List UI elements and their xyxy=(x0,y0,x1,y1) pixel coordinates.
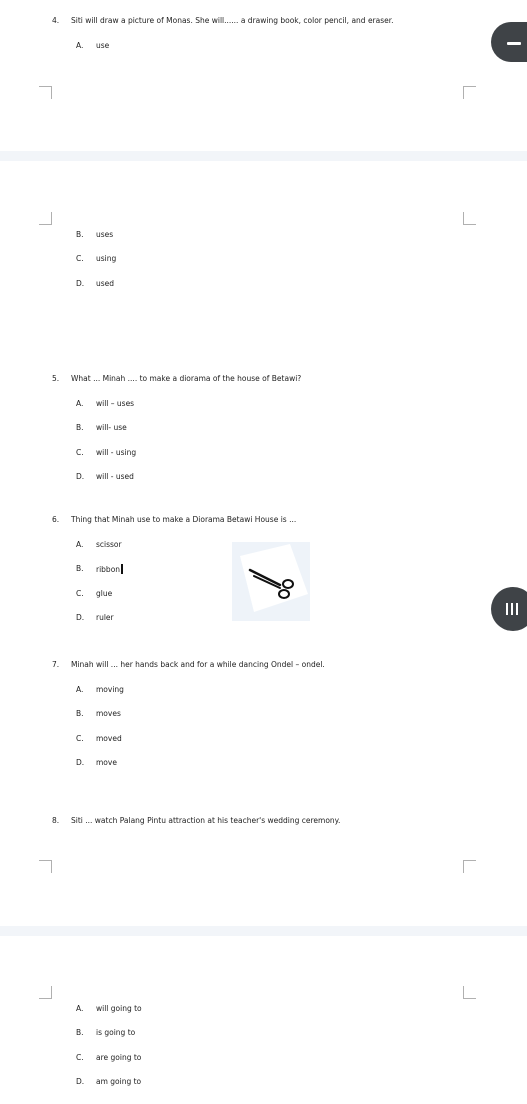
option-text: will- use xyxy=(96,423,127,432)
crop-mark xyxy=(463,212,476,225)
option-letter: D. xyxy=(76,758,85,767)
crop-mark xyxy=(463,86,476,99)
crop-mark xyxy=(39,986,52,999)
page-break xyxy=(0,926,527,936)
scissors-image[interactable] xyxy=(232,542,310,621)
option-letter: C. xyxy=(76,589,84,598)
option-letter: B. xyxy=(76,423,84,432)
option-text: ruler xyxy=(96,613,114,622)
option-text: used xyxy=(96,279,115,288)
text-cursor xyxy=(121,564,123,574)
option-text: will - used xyxy=(96,472,134,481)
crop-mark xyxy=(463,860,476,873)
crop-mark xyxy=(39,212,52,225)
option-text: are going to xyxy=(96,1053,142,1062)
option-letter: B. xyxy=(76,709,84,718)
question-6-text: Thing that Minah use to make a Diorama Betawi House is ... xyxy=(71,515,297,524)
crop-mark xyxy=(39,860,52,873)
option-text: will – uses xyxy=(96,399,135,408)
question-6-number: 6. xyxy=(52,515,60,524)
option-text: scissor xyxy=(96,540,122,549)
option-letter: C. xyxy=(76,734,84,743)
option-letter: B. xyxy=(76,230,84,239)
option-letter: C. xyxy=(76,1053,84,1062)
option-text: uses xyxy=(96,230,114,239)
option-letter: B. xyxy=(76,1028,84,1037)
option-text: glue xyxy=(96,589,113,598)
option-text: move xyxy=(96,758,117,767)
minus-icon xyxy=(507,42,521,45)
question-7-number: 7. xyxy=(52,660,60,669)
page-break xyxy=(0,151,527,161)
crop-mark xyxy=(39,86,52,99)
scissors-icon xyxy=(232,542,310,621)
option-text-editing[interactable] xyxy=(96,564,123,574)
option-letter: D. xyxy=(76,279,85,288)
option-text: moving xyxy=(96,685,124,694)
option-text: using xyxy=(96,254,117,263)
option-text: moved xyxy=(96,734,122,743)
question-5-text: What ... Minah .... to make a diorama of the house of Betawi? xyxy=(71,374,302,383)
question-8-text: Siti ... watch Palang Pintu attraction at his teacher's wedding ceremony. xyxy=(71,816,341,825)
option-text: use xyxy=(96,41,110,50)
option-letter: D. xyxy=(76,1077,85,1086)
option-letter: A. xyxy=(76,41,84,50)
collapse-toolbar-button[interactable] xyxy=(491,22,527,62)
option-text: will - using xyxy=(96,448,137,457)
option-text: ribbon xyxy=(96,565,121,574)
option-letter: A. xyxy=(76,685,84,694)
question-4-text: Siti will draw a picture of Monas. She will...... a drawing book, color pencil, and eraser. xyxy=(71,16,394,25)
option-letter: D. xyxy=(76,472,85,481)
option-letter: A. xyxy=(76,540,84,549)
option-letter: C. xyxy=(76,254,84,263)
option-letter: B. xyxy=(76,564,84,573)
option-letter: D. xyxy=(76,613,85,622)
option-text: will going to xyxy=(96,1004,142,1013)
question-8-number: 8. xyxy=(52,816,60,825)
menu-button[interactable] xyxy=(491,587,527,631)
option-text: am going to xyxy=(96,1077,142,1086)
question-7-text: Minah will ... her hands back and for a while dancing Ondel – ondel. xyxy=(71,660,325,669)
option-letter: C. xyxy=(76,448,84,457)
crop-mark xyxy=(463,986,476,999)
option-letter: A. xyxy=(76,399,84,408)
option-text: moves xyxy=(96,709,121,718)
question-4-number: 4. xyxy=(52,16,60,25)
option-letter: A. xyxy=(76,1004,84,1013)
question-5-number: 5. xyxy=(52,374,60,383)
option-text: is going to xyxy=(96,1028,136,1037)
